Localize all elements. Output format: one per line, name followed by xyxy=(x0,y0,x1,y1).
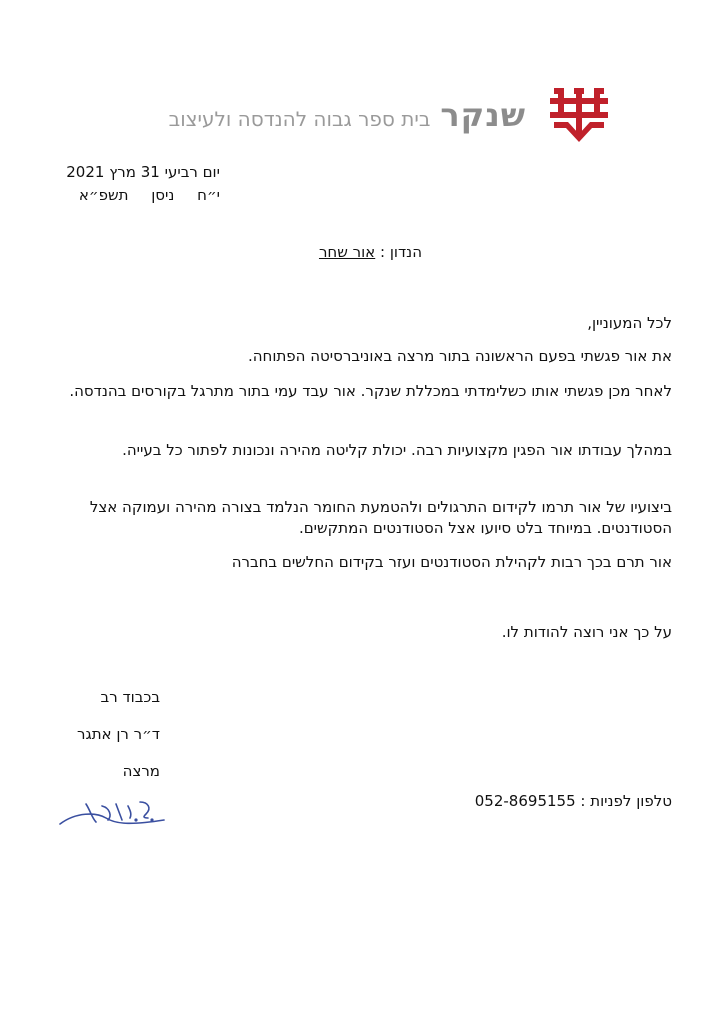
paragraph: את אור פגשתי בפעם הראשונה בתור מרצה באוניברסיטה הפתוחה. xyxy=(247,347,672,365)
gregorian-date: יום רביעי 31 מרץ 2021 xyxy=(66,163,220,181)
hebrew-date: י״ח ניסן תשפ״א xyxy=(78,186,220,204)
regards: בכבוד רב xyxy=(100,688,160,706)
signer-name: ד״ר רן אתגר xyxy=(77,725,160,743)
letterhead-brand xyxy=(169,96,526,134)
handwritten-signature xyxy=(56,796,168,832)
subject-name: אור שחר xyxy=(318,243,376,261)
paragraph: ביצועיו של אור תרמו לקידום התרגולים ולהטמעת החומר הנלמד בצורה מהירה ועמוקה אצל הסטודנטים. במיוחד בלט סיועו אצל הסטודנטים המתקשים. xyxy=(89,498,672,537)
paragraph: לאחר מכן פגשתי אותו כשלימדתי במכללת שנקר. אור עבד עמי בתור מתרגל בקורסים בהנדסה. xyxy=(69,382,672,400)
closing-line: על כך אני רוצה להודות לו. xyxy=(501,623,672,641)
greeting: לכל המעוניין, xyxy=(587,314,672,332)
phone-label: טלפון לפניות : xyxy=(580,792,672,810)
brand-subtitle: בית ספר גבוה להנדסה ולעיצוב xyxy=(168,107,431,131)
phone-number: 052-8695155 xyxy=(474,792,576,810)
brand-name: שנקר xyxy=(440,96,526,134)
shenkar-logo-icon xyxy=(548,84,610,144)
paragraph: אור תרם בכך רבות לקהילת הסטודנטים ועזר בקידום החלשים בחברה xyxy=(231,553,672,571)
signer-title: מרצה xyxy=(122,762,160,780)
contact-phone xyxy=(475,792,672,810)
paragraph: במהלך עבודתו אור הפגין מקצועיות רבה. יכולת קליטה מהירה ונכונות לפתור כל בעייה. xyxy=(122,441,672,459)
subject-label: הנדון : xyxy=(380,243,422,261)
subject-line xyxy=(319,243,422,261)
